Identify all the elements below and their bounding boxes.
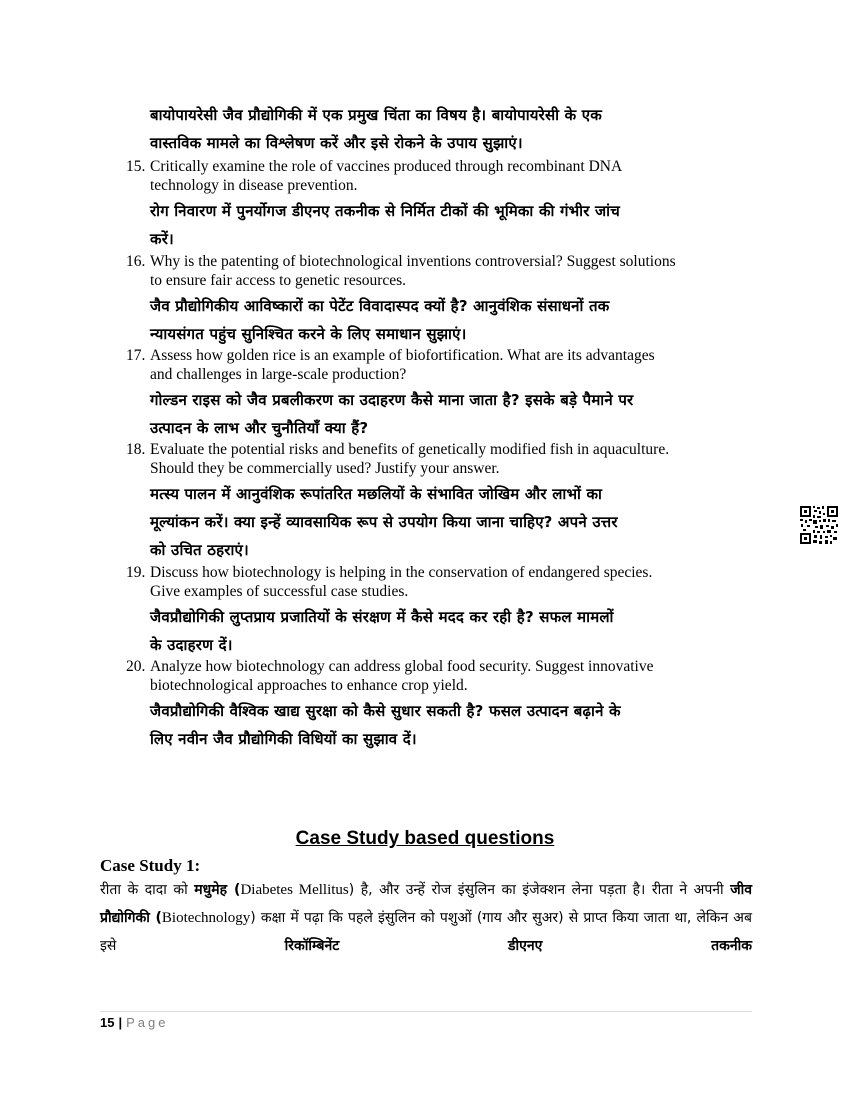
text-line: biotechnological approaches to enhance crop yield. xyxy=(150,677,468,694)
question-english xyxy=(150,346,756,384)
question-english xyxy=(150,252,756,290)
question-number: 17. xyxy=(126,347,146,364)
case-text-bold: जीव प्रौद्योगिकी ( xyxy=(100,882,753,926)
text-line: जैवप्रौद्योगिकी लुप्तप्राय प्रजातियों के संरक्षण में कैसे मदद कर रही है? सफल मामलों xyxy=(150,608,614,626)
case-study-paragraph xyxy=(100,876,752,960)
question-number: 19. xyxy=(126,564,146,581)
text-line: technology in disease prevention. xyxy=(150,177,358,194)
text-line: to ensure fair access to genetic resources. xyxy=(150,272,407,289)
case-text-run: ) है, और उन्हें रोज इंसुलिन का इंजेक्शन लेना पड़ता है। रीता ने अपनी xyxy=(348,882,731,898)
question-number: 18. xyxy=(126,441,146,458)
question-16 xyxy=(126,252,756,348)
text-line: न्यायसंगत पहुंच सुनिश्चित करने के लिए समाधान सुझाएं। xyxy=(150,325,467,343)
text-line: Should they be commercially used? Justify your answer. xyxy=(150,460,500,477)
question-hindi xyxy=(150,197,756,253)
case-text-run: ) कक्षा में पढ़ा कि पहले इंसुलिन को पशुओं (गाय और सुअर) से प्राप्त किया जाता था, लेकिन अब इसे xyxy=(100,910,752,954)
qr-code-icon xyxy=(799,505,839,545)
case-text-bold: मधुमेह ( xyxy=(194,882,241,898)
text-line: जैवप्रौद्योगिकी वैश्विक खाद्य सुरक्षा को कैसे सुधार सकती है? फसल उत्पादन बढ़ाने के xyxy=(150,702,621,720)
text-line: गोल्डन राइस को जैव प्रबलीकरण का उदाहरण कैसे माना जाता है? इसके बड़े पैमाने पर xyxy=(150,391,634,409)
question-hindi xyxy=(150,480,756,564)
question-15 xyxy=(126,157,756,253)
question-english xyxy=(150,440,756,478)
page-footer xyxy=(100,1015,168,1030)
case-text-latin: Diabetes Mellitus xyxy=(240,882,349,898)
text-line: Analyze how biotechnology can address global food security. Suggest innovative xyxy=(150,658,654,675)
text-line: के उदाहरण दें। xyxy=(150,636,233,654)
question-17 xyxy=(126,346,756,442)
question-number: 15. xyxy=(126,158,146,175)
question-english xyxy=(150,563,756,601)
footer-separator: | xyxy=(118,1015,123,1030)
text-line: उत्पादन के लाभ और चुनौतियाँ क्या हैं? xyxy=(150,419,369,437)
question-19 xyxy=(126,563,756,659)
text-line: Give examples of successful case studies. xyxy=(150,583,409,600)
text-line: को उचित ठहराएं। xyxy=(150,541,249,559)
text-line: करें। xyxy=(150,230,174,248)
intro-hindi-text xyxy=(150,101,750,157)
case-text-run: रीता के दादा को xyxy=(100,882,195,898)
question-hindi xyxy=(150,697,756,753)
case-study-label: Case Study 1: xyxy=(100,856,201,875)
text-line: रोग निवारण में पुनर्योगज डीएनए तकनीक से निर्मित टीकों की भूमिका की गंभीर जांच xyxy=(150,202,620,220)
text-line: Critically examine the role of vaccines produced through recombinant DNA xyxy=(150,158,623,175)
text-line: लिए नवीन जैव प्रौद्योगिकी विधियों का सुझाव दें। xyxy=(150,730,417,748)
section-title: Case Study based questions xyxy=(295,828,555,849)
page-number: 15 xyxy=(100,1015,115,1030)
page-word: Page xyxy=(126,1015,169,1030)
text-line: Discuss how biotechnology is helping in the conservation of endangered species. xyxy=(150,564,653,581)
question-hindi xyxy=(150,603,756,659)
question-hindi xyxy=(150,386,756,442)
question-hindi xyxy=(150,292,756,348)
text-line: मत्स्य पालन में आनुवंशिक रूपांतरित मछलियों के संभावित जोखिम और लाभों का xyxy=(150,485,603,503)
text-line: वास्तविक मामले का विश्लेषण करें और इसे रोकने के उपाय सुझाएं। xyxy=(150,134,523,152)
text-line: Assess how golden rice is an example of biofortification. What are its advantages xyxy=(150,347,655,364)
text-line: Evaluate the potential risks and benefits of genetically modified fish in aquaculture. xyxy=(150,441,670,458)
case-text-bold: रिकॉम्बिनेंट डीएनए तकनीक xyxy=(284,938,752,954)
question-number: 16. xyxy=(126,253,146,270)
text-line: Why is the patenting of biotechnological inventions controversial? Suggest solutions xyxy=(150,253,676,270)
question-english xyxy=(150,157,756,195)
question-20 xyxy=(126,657,756,753)
text-line: and challenges in large-scale production? xyxy=(150,366,407,383)
text-line: जैव प्रौद्योगिकीय आविष्कारों का पेटेंट विवादास्पद क्यों है? आनुवंशिक संसाधनों तक xyxy=(150,297,610,315)
question-18 xyxy=(126,440,756,564)
question-number: 20. xyxy=(126,658,146,675)
case-text-latin: Biotechnology xyxy=(161,910,251,926)
text-line: बायोपायरेसी जैव प्रौद्योगिकी में एक प्रमुख चिंता का विषय है। बायोपायरेसी के एक xyxy=(150,106,603,124)
footer-divider xyxy=(100,1011,752,1012)
question-english xyxy=(150,657,756,695)
text-line: मूल्यांकन करें। क्या इन्हें व्यावसायिक रूप से उपयोग किया जाना चाहिए? अपने उत्तर xyxy=(150,513,618,531)
